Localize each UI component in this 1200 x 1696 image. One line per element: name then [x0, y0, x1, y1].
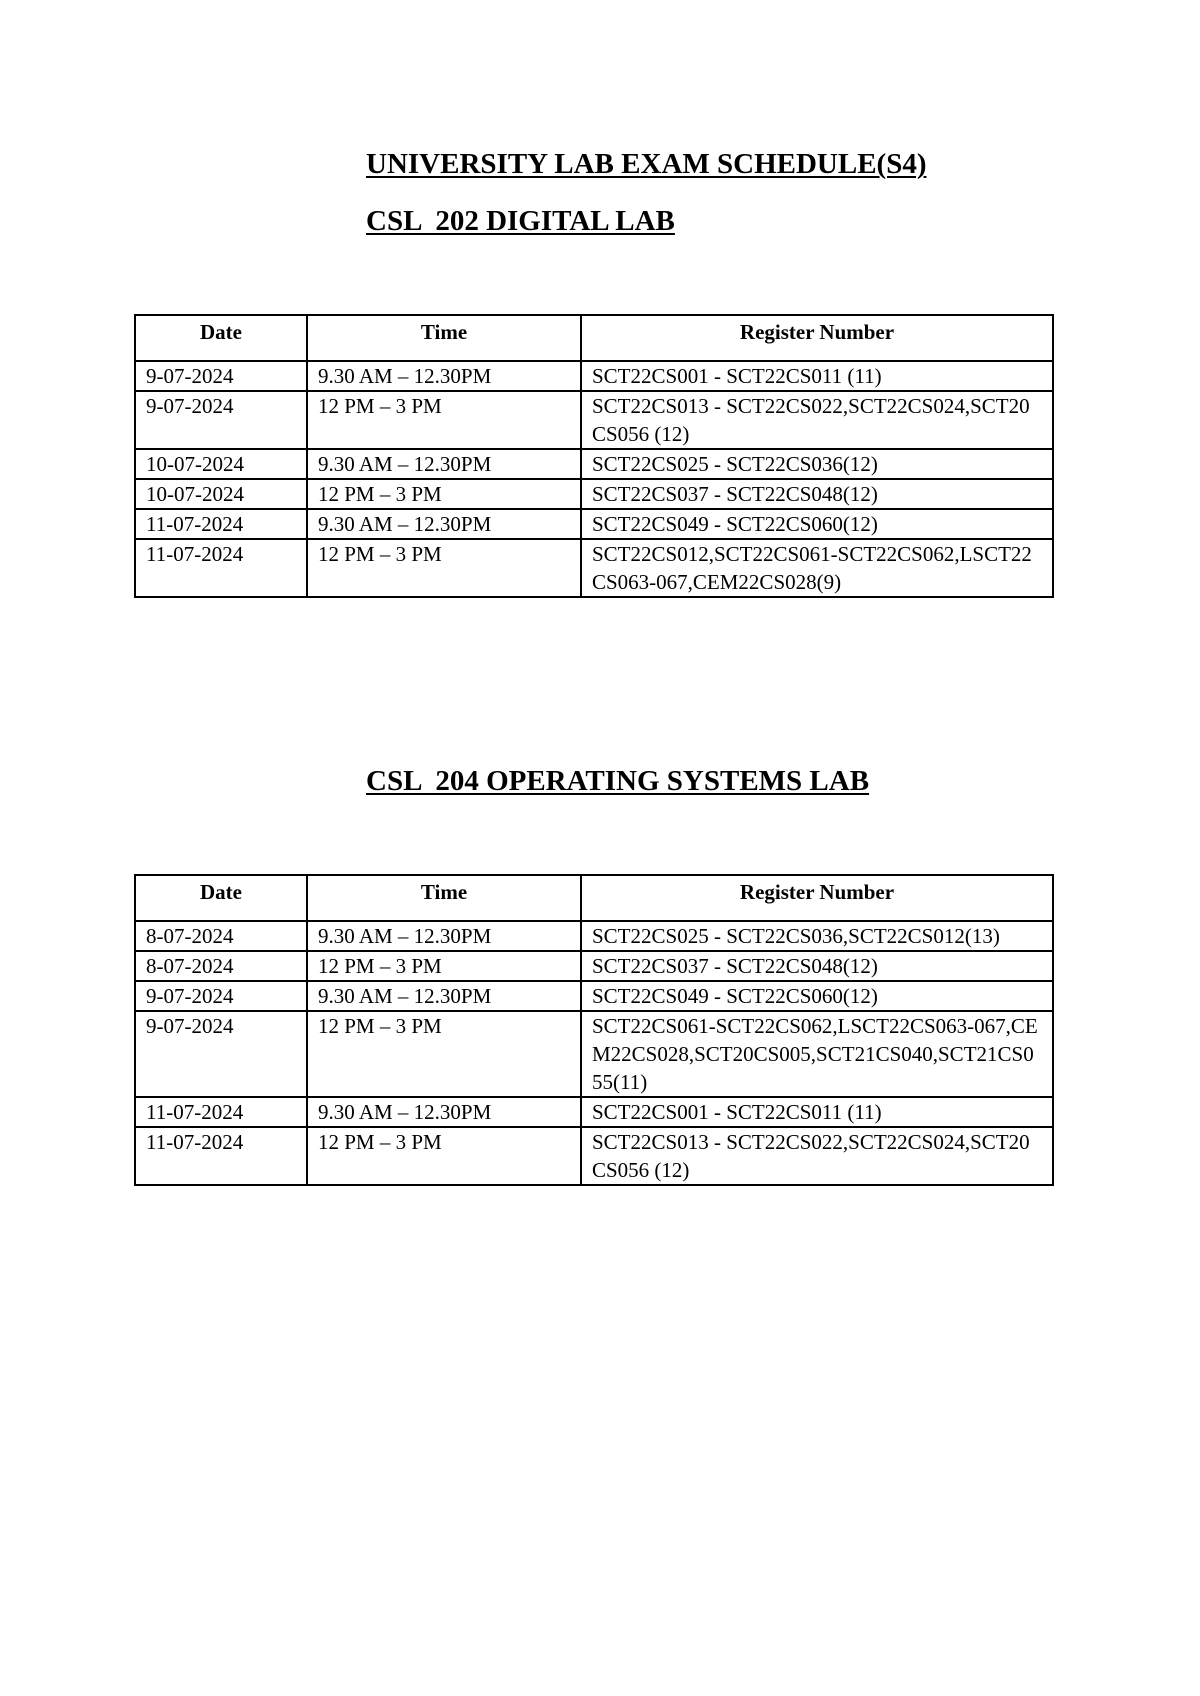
date-cell: 10-07-2024: [135, 449, 307, 479]
time-cell: 9.30 AM – 12.30PM: [307, 981, 581, 1011]
table-row: [135, 479, 1053, 509]
column-header-time: Time: [307, 315, 581, 361]
register-number-cell: SCT22CS001 - SCT22CS011 (11): [581, 361, 1053, 391]
time-cell: 12 PM – 3 PM: [307, 391, 581, 449]
page-title: UNIVERSITY LAB EXAM SCHEDULE(S4): [366, 148, 927, 180]
register-number-cell: SCT22CS001 - SCT22CS011 (11): [581, 1097, 1053, 1127]
time-cell: 12 PM – 3 PM: [307, 951, 581, 981]
register-number-cell: SCT22CS037 - SCT22CS048(12): [581, 951, 1053, 981]
schedule-table-digital-lab: [134, 314, 1054, 598]
table-row: [135, 1011, 1053, 1097]
section-heading-operating-systems-lab: CSL 204 OPERATING SYSTEMS LAB: [366, 765, 870, 797]
table-row: [135, 951, 1053, 981]
date-cell: 9-07-2024: [135, 981, 307, 1011]
schedule-table-operating-systems-lab: [134, 874, 1054, 1186]
register-number-cell: SCT22CS012,SCT22CS061-SCT22CS062,LSCT22CS063-067,CEM22CS028(9): [581, 539, 1053, 597]
register-number-cell: SCT22CS061-SCT22CS062,LSCT22CS063-067,CEM22CS028,SCT20CS005,SCT21CS040,SCT21CS055(11): [581, 1011, 1053, 1097]
time-cell: 9.30 AM – 12.30PM: [307, 921, 581, 951]
table-header-row: [135, 875, 1053, 921]
time-cell: 9.30 AM – 12.30PM: [307, 361, 581, 391]
register-number-cell: SCT22CS025 - SCT22CS036,SCT22CS012(13): [581, 921, 1053, 951]
column-header-time: Time: [307, 875, 581, 921]
register-number-cell: SCT22CS013 - SCT22CS022,SCT22CS024,SCT20CS056 (12): [581, 391, 1053, 449]
date-cell: 9-07-2024: [135, 1011, 307, 1097]
register-number-cell: SCT22CS013 - SCT22CS022,SCT22CS024,SCT20CS056 (12): [581, 1127, 1053, 1185]
column-header-register-number: Register Number: [581, 315, 1053, 361]
table-header-row: [135, 315, 1053, 361]
register-number-cell: SCT22CS037 - SCT22CS048(12): [581, 479, 1053, 509]
date-cell: 9-07-2024: [135, 391, 307, 449]
register-number-cell: SCT22CS049 - SCT22CS060(12): [581, 509, 1053, 539]
date-cell: 8-07-2024: [135, 921, 307, 951]
date-cell: 10-07-2024: [135, 479, 307, 509]
time-cell: 12 PM – 3 PM: [307, 1127, 581, 1185]
table-row: [135, 509, 1053, 539]
column-header-register-number: Register Number: [581, 875, 1053, 921]
date-cell: 9-07-2024: [135, 361, 307, 391]
date-cell: 11-07-2024: [135, 509, 307, 539]
table-row: [135, 449, 1053, 479]
time-cell: 12 PM – 3 PM: [307, 539, 581, 597]
column-header-date: Date: [135, 875, 307, 921]
time-cell: 9.30 AM – 12.30PM: [307, 509, 581, 539]
table-row: [135, 1097, 1053, 1127]
register-number-cell: SCT22CS049 - SCT22CS060(12): [581, 981, 1053, 1011]
date-cell: 8-07-2024: [135, 951, 307, 981]
table-row: [135, 539, 1053, 597]
time-cell: 9.30 AM – 12.30PM: [307, 1097, 581, 1127]
table-row: [135, 391, 1053, 449]
table-row: [135, 361, 1053, 391]
table-row: [135, 981, 1053, 1011]
date-cell: 11-07-2024: [135, 1097, 307, 1127]
time-cell: 12 PM – 3 PM: [307, 479, 581, 509]
register-number-cell: SCT22CS025 - SCT22CS036(12): [581, 449, 1053, 479]
column-header-date: Date: [135, 315, 307, 361]
table-row: [135, 1127, 1053, 1185]
time-cell: 12 PM – 3 PM: [307, 1011, 581, 1097]
table-row: [135, 921, 1053, 951]
time-cell: 9.30 AM – 12.30PM: [307, 449, 581, 479]
section-heading-digital-lab: CSL 202 DIGITAL LAB: [366, 205, 675, 237]
date-cell: 11-07-2024: [135, 1127, 307, 1185]
date-cell: 11-07-2024: [135, 539, 307, 597]
